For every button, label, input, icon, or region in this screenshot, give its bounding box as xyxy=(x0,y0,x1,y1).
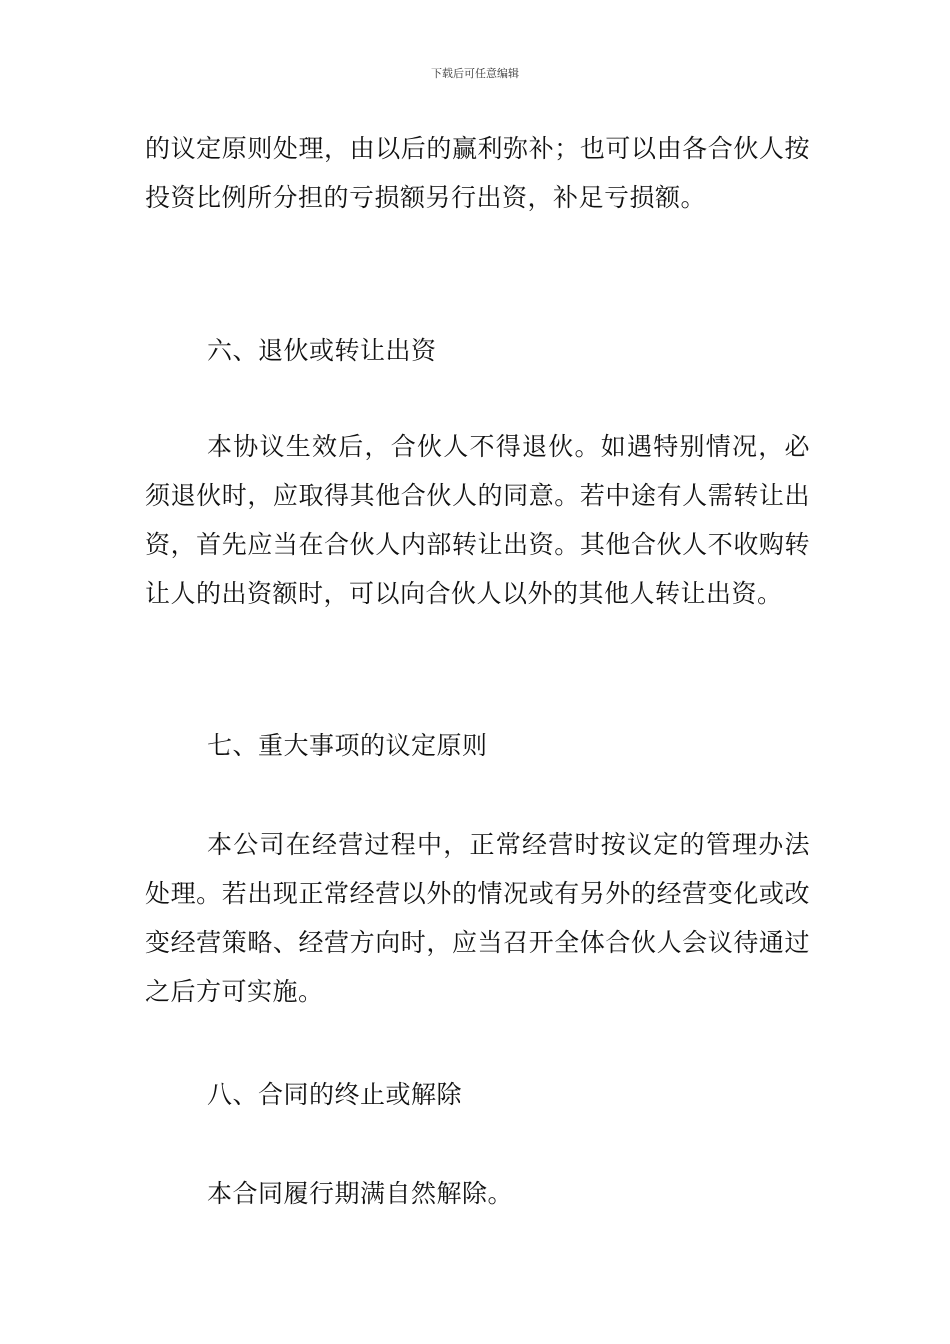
section-heading: 六、退伙或转让出资 xyxy=(207,336,437,365)
continuation-block xyxy=(145,124,810,222)
section-body-8 xyxy=(145,1169,810,1218)
body-paragraph: 本协议生效后，合伙人不得退伙。如遇特别情况，必须退伙时，应取得其他合伙人的同意。若中途有人需转让出资，首先应当在合伙人内部转让出资。其他合伙人不收购转让人的出资额时，可以向合伙人以外的其他人转让出资。 xyxy=(145,432,810,608)
section-body-7 xyxy=(145,820,810,1016)
page-header-note: 下载后可任意编辑 xyxy=(431,67,519,80)
section-heading-8 xyxy=(145,1070,810,1119)
continuation-paragraph: 的议定原则处理，由以后的赢利弥补；也可以由各合伙人按投资比例所分担的亏损额另行出资，补足亏损额。 xyxy=(145,134,810,212)
body-paragraph: 本公司在经营过程中，正常经营时按议定的管理办法处理。若出现正常经营以外的情况或有另外的经营变化或改变经营策略、经营方向时，应当召开全体合伙人会议待通过之后方可实施。 xyxy=(145,830,810,1006)
section-heading: 七、重大事项的议定原则 xyxy=(207,731,488,760)
body-paragraph: 本合同履行期满自然解除。 xyxy=(207,1179,514,1208)
section-heading: 八、合同的终止或解除 xyxy=(207,1080,463,1109)
section-heading-6 xyxy=(145,326,810,375)
section-heading-7 xyxy=(145,721,810,770)
section-body-6 xyxy=(145,422,810,618)
